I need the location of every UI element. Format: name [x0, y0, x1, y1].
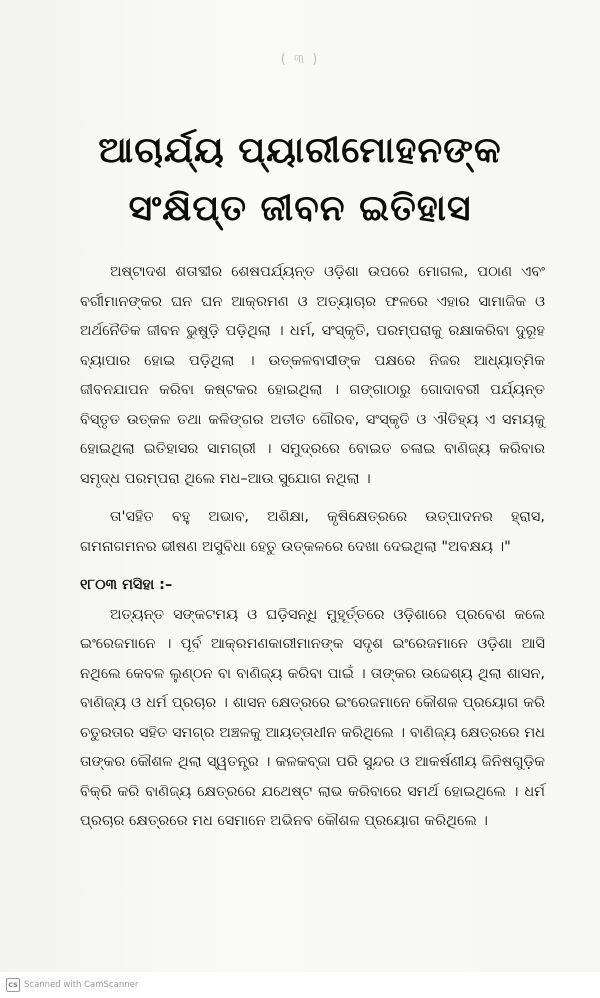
scanner-footer [0, 972, 600, 998]
page-number: ( ୩ ) [280, 52, 320, 67]
section-subheading: ୧୮୦୩ ମସିହା :– [80, 577, 173, 593]
chapter-title [40, 122, 560, 238]
paragraph-2: ତା'ସହିତ ବହୁ ଅଭାବ, ଅଶିକ୍ଷା, କୃଷିକ୍ଷେତ୍ରରେ ଉତ୍ପାଦନର ହ୍ରାସ, ଗମନାଗମନର ଭୀଷଣ ଅସୁବିଧା ହେତୁ ଉତ୍କଳରେ ଦେଖା ଦେଇଥିଲା "ଅବକ୍ଷୟ ।" [80, 509, 545, 555]
title-line-2: ସଂକ୍ଷିପ୍ତ ଜୀବନ ଇତିହାସ [128, 188, 472, 229]
body-text [80, 258, 545, 837]
paragraph-3: ଅତ୍ୟନ୍ତ ସଙ୍କଟମୟ ଓ ଘଡ଼ିସନ୍ଧି ମୁହୂର୍ତ୍ତରେ ଓଡ଼ିଶାରେ ପ୍ରବେଶ କଲେ ଇଂରେଜମାନେ । ପୂର୍ବ ଆକ୍ରମଣକାରୀମାନଙ୍କ ସଦୃଶ ଇଂରେଜମାନେ ଓଡ଼ିଶା ଆସି ନଥିଲେ କେବଳ ଲୁଣ୍ଠନ ବା ବାଣିଜ୍ୟ କରିବା ପାଇଁ । ତାଙ୍କର ଉଦ୍ଦେଶ୍ୟ ଥିଲା ଶାସନ, ବାଣିଜ୍ୟ ଓ ଧର୍ମ ପ୍ରଚାର । ଶାସନ କ୍ଷେତ୍ରରେ ଇଂରେଜମାନେ କୌଶଳ ପ୍ରୟୋଗ କରି ଚତୁରତାର ସହିତ ସମଗ୍ର ଅଞ୍ଚଳକୁ ଆୟତ୍ତାଧୀନ କରିଥିଲେ । ବାଣିଜ୍ୟ କ୍ଷେତ୍ରରେ ମଧ ତାଙ୍କର କୌଶଳ ଥିଲା ସ୍ୱତନ୍ତ୍ର । କଳକବ୍ଜା ପରି ସୁନ୍ଦର ଓ ଆକର୍ଷଣୀୟ ଜିନିଷଗୁଡ଼ିକ ବିକ୍ରି କରି ବାଣିଜ୍ୟ କ୍ଷେତ୍ରରେ ଯଥେଷ୍ଟ ଲାଭ କରିବାରେ ସମର୍ଥ ହୋଇଥିଲେ । ଧର୍ମ ପ୍ରଚାର କ୍ଷେତ୍ରରେ ମଧ ସେମାନେ ଅଭିନବ କୌଶଳ ପ୍ରୟୋଗ କରିଥିଲେ । [80, 606, 545, 829]
title-line-1: ଆଚାର୍ଯ୍ୟ ପ୍ୟାରୀମୋହନଙ୍କ [98, 130, 502, 171]
camscanner-logo-icon: CS [6, 978, 20, 992]
paragraph-1: ଅଷ୍ଟାଦଶ ଶତାବ୍ଦୀର ଶେଷପର୍ଯ୍ୟନ୍ତ ଓଡ଼ିଶା ଉପରେ ମୋଗଲ, ପଠାଣ ଏବଂ ବର୍ଗୀମାନଙ୍କର ଘନ ଘନ ଆକ୍ରମଣ ଓ ଅତ୍ୟାଚାର ଫଳରେ ଏହାର ସାମାଜିକ ଓ ଅର୍ଥନୈତିକ ଜୀବନ ଭୁଷୁଡ଼ି ପଡ଼ିଥିଲା । ଧର୍ମ, ସଂସ୍କୃତି, ପରମ୍ପରାକୁ ରକ୍ଷାକରିବା ଦୁରୂହ ବ୍ୟାପାର ହୋଇ ପଡ଼ିଥିଲା । ଉତ୍କଳବାସୀଙ୍କ ପକ୍ଷରେ ନିଜର ଆଧ୍ୟାତ୍ମିକ ଜୀବନଯାପନ କରିବା କଷ୍ଟକର ହୋଇଥିଲା । ଗଙ୍ଗାଠାରୁ ଗୋଦାବରୀ ପର୍ଯ୍ୟନ୍ତ ବିସ୍ତୃତ ଉତ୍କଳ ତଥା କଳିଙ୍ଗର ଅତୀତ ଗୌରବ, ସଂସ୍କୃତି ଓ ଐତିହ୍ୟ ଏ ସମୟକୁ ହୋଇଥିଲା ଇତିହାସର ସାମଗ୍ରୀ । ସମୁଦ୍ରରେ ବୋଇତ ଚଳାଇ ବାଣିଜ୍ୟ କରିବାର ସମୃଦ୍ଧ ପରମ୍ପରା ଥିଲେ ମଧ–ଆଉ ସୁଯୋଗ ନଥିଲା । [80, 264, 545, 487]
scanner-label: Scanned with CamScanner [24, 980, 139, 990]
